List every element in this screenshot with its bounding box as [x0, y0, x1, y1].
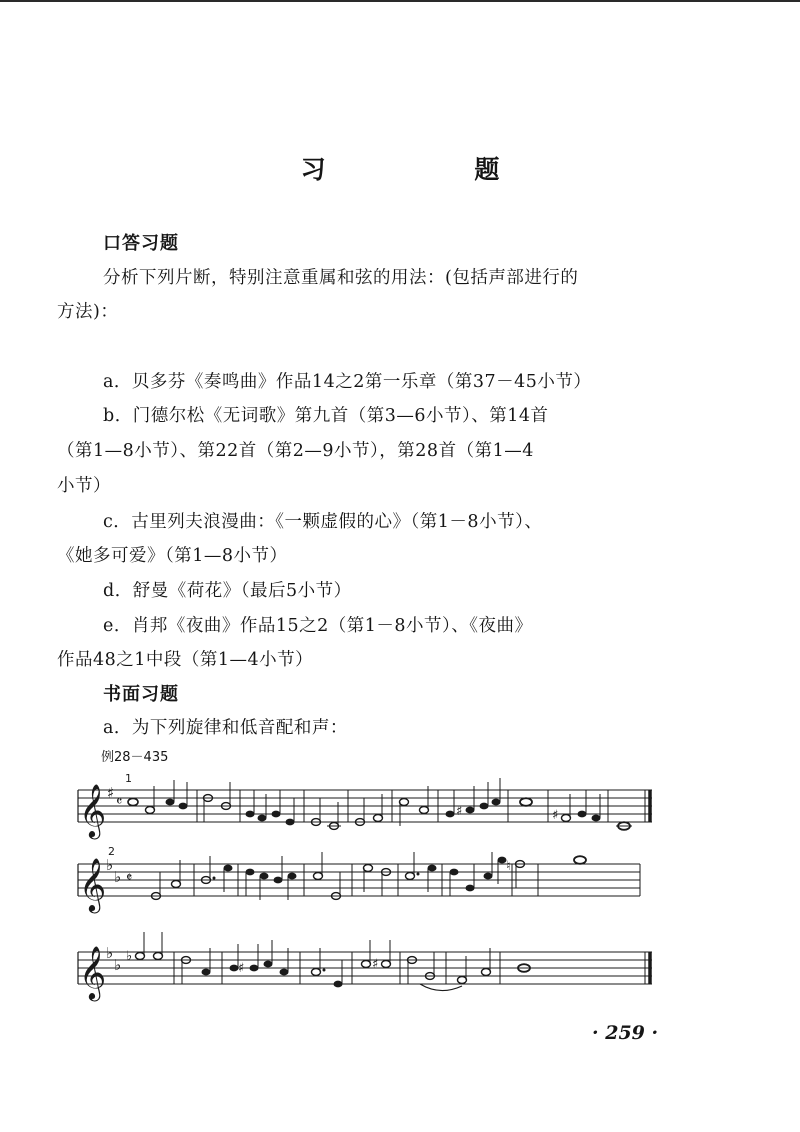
- svg-text:♭: ♭: [126, 949, 133, 964]
- staff-1-number: 1: [125, 772, 132, 785]
- oral-item-d: d．舒曼《荷花》（最后5小节）: [103, 581, 352, 601]
- treble-clef-icon-3: 𝄞: [79, 945, 107, 999]
- top-rule: [0, 0, 800, 2]
- written-item-a: a．为下列旋律和低音配和声：: [103, 718, 348, 738]
- written-exercises-heading: 书面习题: [103, 684, 179, 705]
- treble-clef-icon: 𝄞: [79, 783, 107, 837]
- svg-text:♯: ♯: [238, 961, 245, 976]
- staff-2: [78, 845, 640, 913]
- oral-intro-line-1: 分析下列片断，特别注意重属和弦的用法：(包括声部进行的: [103, 268, 579, 288]
- oral-exercises-heading: 口答习题: [103, 233, 179, 254]
- svg-text:♯: ♯: [456, 804, 463, 819]
- staff-3-notes: [126, 932, 530, 991]
- music-score: [0, 760, 800, 1010]
- flat-icon-2: ♭: [114, 868, 122, 886]
- staff-3: [78, 932, 652, 1001]
- staff-2-notes: [152, 852, 587, 900]
- time-signature-icon: 𝄴: [116, 794, 123, 810]
- svg-text:♯: ♯: [372, 957, 379, 972]
- oral-item-e-line-2: 作品48之1中段（第1—4小节）: [57, 650, 314, 670]
- oral-item-a: a．贝多芬《奏鸣曲》作品14之2第一乐章（第37－45小节）: [103, 372, 592, 392]
- svg-text:♮: ♮: [506, 859, 511, 874]
- example-label: 例28－435: [101, 750, 169, 765]
- flat-icon-4: ♭: [114, 956, 122, 974]
- oral-intro-line-2: 方法)：: [57, 302, 119, 322]
- svg-text:♯: ♯: [552, 808, 559, 823]
- page-title: 习 题: [300, 155, 570, 184]
- page-number: · 259 ·: [592, 1022, 659, 1044]
- oral-item-c-line-2: 《她多可爱》（第1—8小节）: [57, 546, 288, 566]
- flat-icon-3: ♭: [106, 944, 114, 962]
- staff-1: [78, 772, 652, 839]
- sharp-icon: ♯: [107, 784, 115, 802]
- oral-item-b-line-3: 小节）: [57, 476, 111, 496]
- oral-item-e-line-1: e．肖邦《夜曲》作品15之2（第1－8小节）、《夜曲》: [103, 616, 533, 636]
- oral-item-b-line-1: b．门德尔松《无词歌》第九首（第3—6小节）、第14首: [103, 406, 549, 426]
- staff-2-number: 2: [108, 845, 115, 858]
- oral-item-c-line-1: c．古里列夫浪漫曲：《一颗虚假的心》（第1－8小节）、: [103, 512, 543, 532]
- treble-clef-icon-2: 𝄞: [79, 857, 107, 911]
- cut-time-icon: 𝄵: [126, 870, 133, 886]
- oral-item-b-line-2: （第1—8小节）、第22首（第2—9小节），第28首（第1—4: [57, 441, 534, 461]
- flat-icon: ♭: [106, 856, 114, 874]
